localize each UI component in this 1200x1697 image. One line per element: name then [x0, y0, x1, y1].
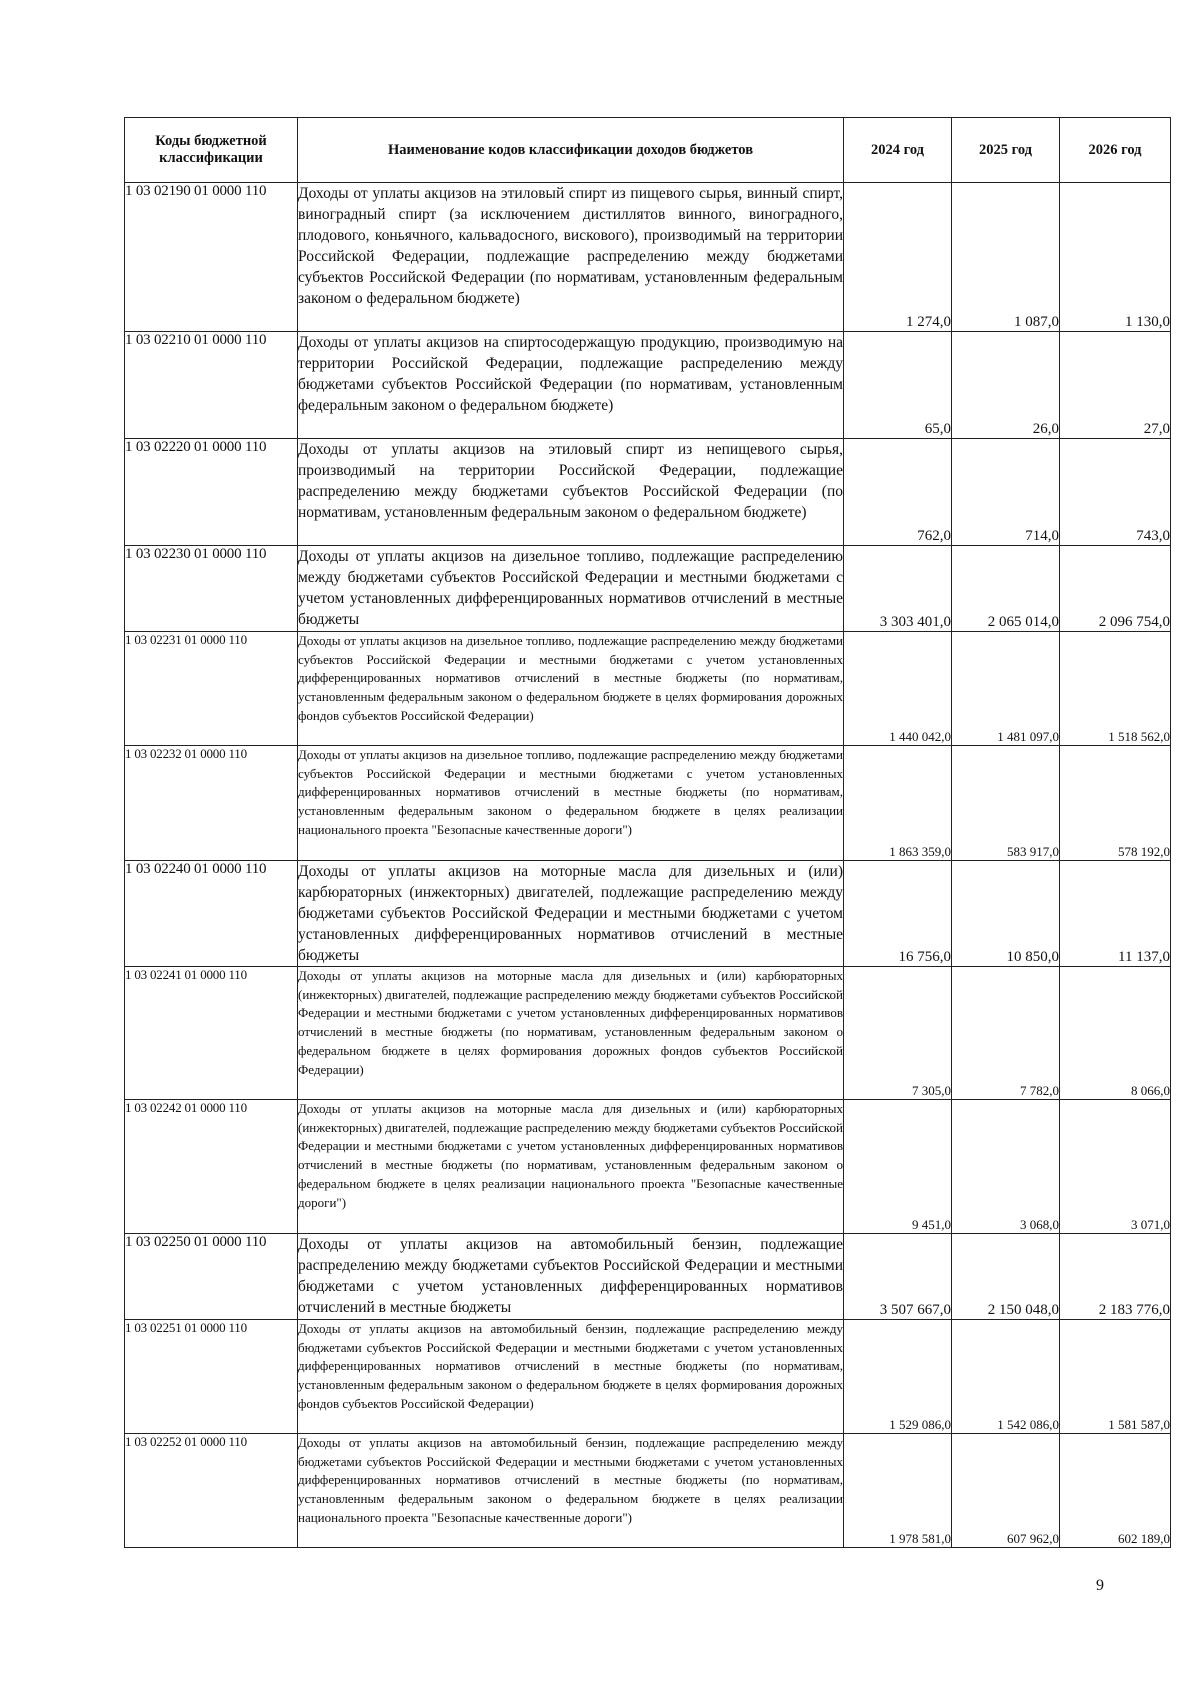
row-value-2025: 607 962,0 — [952, 1434, 1060, 1548]
page-number: 9 — [1096, 1577, 1104, 1594]
row-value-2026: 2 096 754,0 — [1060, 546, 1171, 632]
row-code: 1 03 02220 01 0000 110 — [125, 439, 298, 546]
row-value-2026: 27,0 — [1060, 332, 1171, 439]
row-value-2026: 1 130,0 — [1060, 183, 1171, 332]
row-value-2026: 578 192,0 — [1060, 746, 1171, 861]
row-value-2026: 743,0 — [1060, 439, 1171, 546]
row-value-2025: 26,0 — [952, 332, 1060, 439]
row-value-2026: 2 183 776,0 — [1060, 1234, 1171, 1320]
table-header-row — [125, 118, 1171, 183]
row-code: 1 03 02231 01 0000 110 — [125, 632, 298, 746]
table-row — [125, 967, 1171, 1100]
table-row — [125, 546, 1171, 632]
row-value-2024: 65,0 — [844, 332, 952, 439]
table-row — [125, 1434, 1171, 1548]
table-row — [125, 1320, 1171, 1434]
row-value-2025: 583 917,0 — [952, 746, 1060, 861]
row-code: 1 03 02251 01 0000 110 — [125, 1320, 298, 1434]
row-value-2024: 1 978 581,0 — [844, 1434, 952, 1548]
row-value-2025: 3 068,0 — [952, 1100, 1060, 1234]
table-row — [125, 861, 1171, 967]
row-name: Доходы от уплаты акцизов на этиловый спирт из пищевого сырья, винный спирт, виноградный спирт (за исключением дистиллятов винного, виноградного, плодового, коньячного, кальвадосного, вискового), производимый на территории Российской Федерации, подлежащие распределению между бюджетами субъектов Российской Федерации (по нормативам, установленным федеральным законом о федеральном бюджете) — [298, 183, 844, 332]
table-row — [125, 183, 1171, 332]
row-name: Доходы от уплаты акцизов на дизельное топливо, подлежащие распределению между бюджетами субъектов Российской Федерации и местными бюджетами с учетом установленных дифференцированных нормативов отчислений в местные бюджеты (по нормативам, установленным федеральным законом о федеральном бюджете в целях формирования дорожных фондов субъектов Российской Федерации) — [298, 632, 844, 746]
header-code: Коды бюджетной классификации — [125, 118, 298, 183]
row-value-2025: 2 065 014,0 — [952, 546, 1060, 632]
row-code: 1 03 02240 01 0000 110 — [125, 861, 298, 967]
row-value-2025: 2 150 048,0 — [952, 1234, 1060, 1320]
row-name: Доходы от уплаты акцизов на дизельное топливо, подлежащие распределению между бюджетами субъектов Российской Федерации и местными бюджетами с учетом установленных дифференцированных нормативов отчислений в местные бюджеты (по нормативам, установленным федеральным законом о федеральном бюджете в целях реализации национального проекта "Безопасные качественные дороги") — [298, 746, 844, 861]
row-value-2026: 1 581 587,0 — [1060, 1320, 1171, 1434]
row-value-2024: 9 451,0 — [844, 1100, 952, 1234]
row-value-2025: 7 782,0 — [952, 967, 1060, 1100]
header-name: Наименование кодов классификации доходов бюджетов — [298, 118, 844, 183]
table-row — [125, 1234, 1171, 1320]
header-2025: 2025 год — [952, 118, 1060, 183]
row-value-2024: 1 274,0 — [844, 183, 952, 332]
table-row — [125, 439, 1171, 546]
budget-revenue-table — [124, 117, 1171, 1548]
row-value-2024: 1 440 042,0 — [844, 632, 952, 746]
row-code: 1 03 02241 01 0000 110 — [125, 967, 298, 1100]
row-code: 1 03 02230 01 0000 110 — [125, 546, 298, 632]
table-row — [125, 746, 1171, 861]
row-value-2024: 3 303 401,0 — [844, 546, 952, 632]
row-name: Доходы от уплаты акцизов на моторные масла для дизельных и (или) карбюраторных (инжекторных) двигателей, подлежащие распределению между бюджетами субъектов Российской Федерации и местными бюджетами с учетом установленных дифференцированных нормативов отчислений в местные бюджеты — [298, 861, 844, 967]
row-name: Доходы от уплаты акцизов на дизельное топливо, подлежащие распределению между бюджетами субъектов Российской Федерации и местными бюджетами с учетом установленных дифференцированных нормативов отчислений в местные бюджеты — [298, 546, 844, 632]
row-value-2024: 7 305,0 — [844, 967, 952, 1100]
table-row — [125, 632, 1171, 746]
row-name: Доходы от уплаты акцизов на моторные масла для дизельных и (или) карбюраторных (инжекторных) двигателей, подлежащие распределению между бюджетами субъектов Российской Федерации и местными бюджетами с учетом установленных дифференцированных нормативов отчислений в местные бюджеты (по нормативам, установленным федеральным законом о федеральном бюджете в целях реализации национального проекта "Безопасные качественные дороги") — [298, 1100, 844, 1234]
row-value-2024: 16 756,0 — [844, 861, 952, 967]
table-row — [125, 1100, 1171, 1234]
header-2024: 2024 год — [844, 118, 952, 183]
row-code: 1 03 02252 01 0000 110 — [125, 1434, 298, 1548]
row-value-2024: 1 863 359,0 — [844, 746, 952, 861]
row-name: Доходы от уплаты акцизов на моторные масла для дизельных и (или) карбюраторных (инжекторных) двигателей, подлежащие распределению между бюджетами субъектов Российской Федерации и местными бюджетами с учетом установленных дифференцированных нормативов отчислений в местные бюджеты (по нормативам, установленным федеральным законом о федеральном бюджете в целях формирования дорожных фондов субъектов Российской Федерации) — [298, 967, 844, 1100]
row-value-2025: 10 850,0 — [952, 861, 1060, 967]
row-value-2025: 1 542 086,0 — [952, 1320, 1060, 1434]
row-value-2024: 762,0 — [844, 439, 952, 546]
row-code: 1 03 02210 01 0000 110 — [125, 332, 298, 439]
row-value-2026: 8 066,0 — [1060, 967, 1171, 1100]
row-name: Доходы от уплаты акцизов на автомобильный бензин, подлежащие распределению между бюджетами субъектов Российской Федерации и местными бюджетами с учетом установленных дифференцированных нормативов отчислений в местные бюджеты (по нормативам, установленным федеральным законом о федеральном бюджете в целях реализации национального проекта "Безопасные качественные дороги") — [298, 1434, 844, 1548]
row-code: 1 03 02232 01 0000 110 — [125, 746, 298, 861]
row-name: Доходы от уплаты акцизов на спиртосодержащую продукцию, производимую на территории Российской Федерации, подлежащие распределению между бюджетами субъектов Российской Федерации (по нормативам, установленным федеральным законом о федеральном бюджете) — [298, 332, 844, 439]
table-row — [125, 332, 1171, 439]
row-value-2025: 1 481 097,0 — [952, 632, 1060, 746]
row-value-2024: 1 529 086,0 — [844, 1320, 952, 1434]
row-value-2026: 1 518 562,0 — [1060, 632, 1171, 746]
row-value-2026: 3 071,0 — [1060, 1100, 1171, 1234]
row-value-2026: 602 189,0 — [1060, 1434, 1171, 1548]
row-code: 1 03 02250 01 0000 110 — [125, 1234, 298, 1320]
row-value-2026: 11 137,0 — [1060, 861, 1171, 967]
row-code: 1 03 02190 01 0000 110 — [125, 183, 298, 332]
header-2026: 2026 год — [1060, 118, 1171, 183]
row-name: Доходы от уплаты акцизов на этиловый спирт из непищевого сырья, производимый на территории Российской Федерации, подлежащие распределению между бюджетами субъектов Российской Федерации (по нормативам, установленным федеральным законом о федеральном бюджете) — [298, 439, 844, 546]
row-name: Доходы от уплаты акцизов на автомобильный бензин, подлежащие распределению между бюджетами субъектов Российской Федерации и местными бюджетами с учетом установленных дифференцированных нормативов отчислений в местные бюджеты — [298, 1234, 844, 1320]
row-value-2025: 714,0 — [952, 439, 1060, 546]
row-value-2024: 3 507 667,0 — [844, 1234, 952, 1320]
row-code: 1 03 02242 01 0000 110 — [125, 1100, 298, 1234]
row-name: Доходы от уплаты акцизов на автомобильный бензин, подлежащие распределению между бюджетами субъектов Российской Федерации и местными бюджетами с учетом установленных дифференцированных нормативов отчислений в местные бюджеты (по нормативам, установленным федеральным законом о федеральном бюджете в целях формирования дорожных фондов субъектов Российской Федерации) — [298, 1320, 844, 1434]
row-value-2025: 1 087,0 — [952, 183, 1060, 332]
